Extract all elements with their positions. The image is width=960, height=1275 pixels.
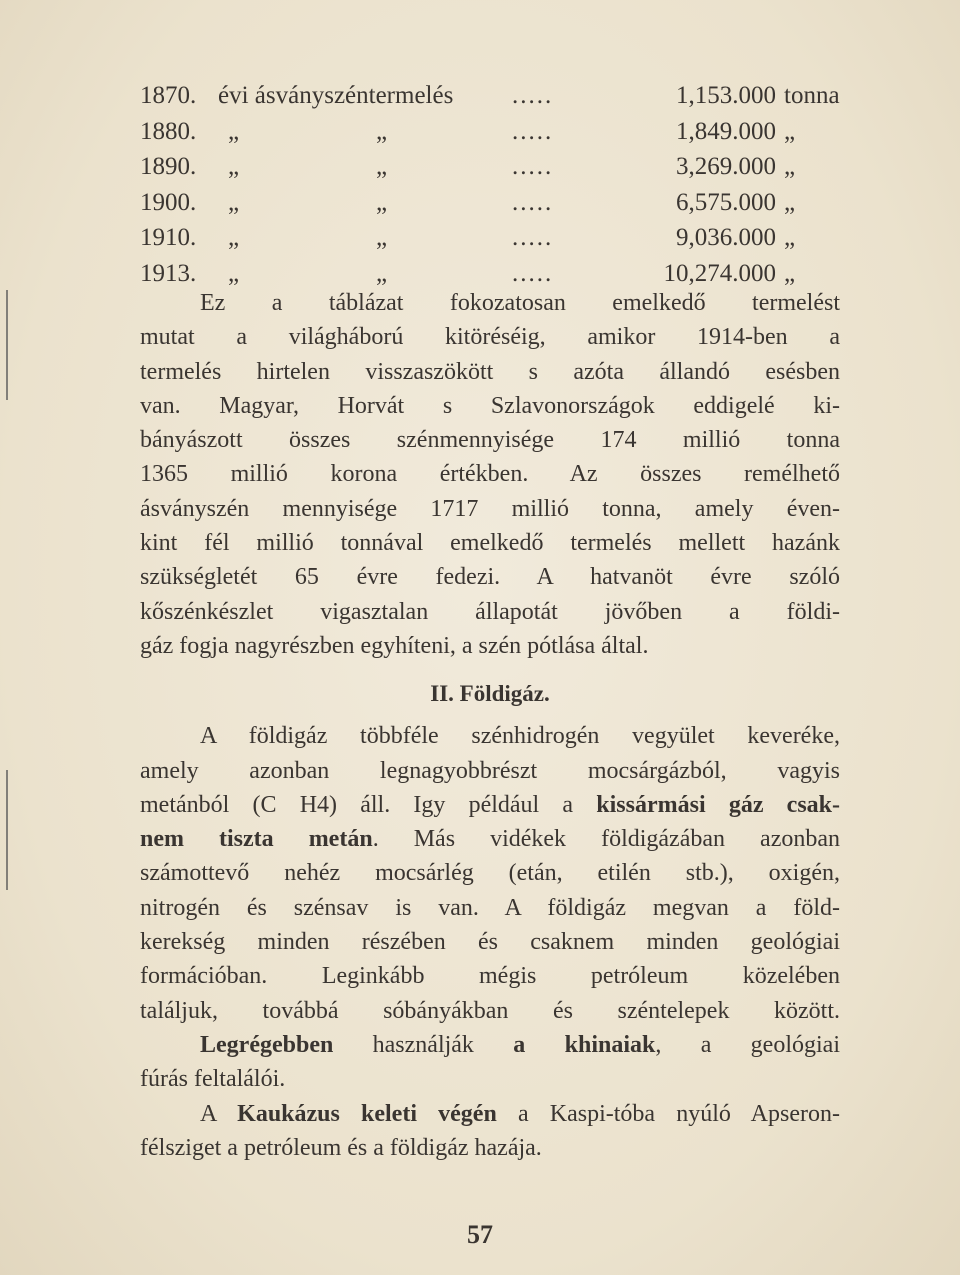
quantity: 6,575.000: [676, 188, 776, 216]
unit: tonna: [784, 82, 840, 109]
text-line: [140, 1028, 840, 1062]
edge-mark: [6, 290, 8, 400]
unit: „: [784, 224, 796, 251]
text-line: mutat a világháború kitöréséig, amikor 1914-ben a: [140, 324, 840, 351]
text-line: félsziget a petróleum és a földigáz hazája.: [140, 1134, 542, 1161]
text-line: termelés hirtelen visszaszökött s azóta állandó esésben: [140, 358, 840, 385]
leader-dots: .....: [512, 259, 554, 287]
unit: „: [784, 259, 796, 287]
text-span: metánból (C H4) áll. Igy például a: [140, 791, 597, 818]
text-line: találjuk, továbbá sóbányákban és széntelepek között.: [140, 997, 840, 1024]
ditto-mark: „: [228, 259, 240, 287]
quantity: 1,153.000: [676, 82, 776, 109]
leader-dots: .....: [512, 188, 554, 216]
emphasis: kissármási gáz csak-: [596, 791, 840, 818]
body-text: [140, 286, 840, 1165]
ditto-mark: „: [228, 117, 240, 145]
text-line: szükségletét 65 évre fedezi. A hatvanöt évre szóló: [140, 564, 840, 591]
year: 1900.: [140, 188, 197, 216]
text-line: gáz fogja nagyrészben egyhíteni, a szén pótlása által.: [140, 632, 649, 659]
leader-dots: .....: [512, 82, 554, 109]
emphasis: Kaukázus keleti végén: [237, 1100, 497, 1127]
page-number: 57: [467, 1220, 493, 1249]
text-line: ásványszén mennyisége 1717 millió tonna, amely éven-: [140, 495, 840, 522]
text-line: [140, 788, 840, 822]
leader-dots: .....: [512, 224, 554, 251]
table-row: [140, 149, 840, 185]
section-heading: II. Földigáz.: [430, 681, 550, 707]
table-row: [140, 114, 840, 150]
text-line: van. Magyar, Horvát s Szlavonországok eddigelé ki-: [140, 392, 840, 419]
ditto-mark: „: [228, 153, 240, 180]
text-span: A: [200, 1100, 238, 1127]
text-line: kőszénkészlet vigasztalan állapotát jövőben a földi-: [140, 598, 840, 625]
table-row: [140, 220, 840, 256]
edge-mark: [6, 770, 8, 890]
ditto-mark: „: [376, 117, 388, 145]
table-row: [140, 78, 840, 114]
text-span: a Kaspi-tóba nyúló Apseron-: [496, 1100, 840, 1127]
text-line: 1365 millió korona értékben. Az összes remélhető: [140, 461, 840, 488]
text-line: formációban. Leginkább mégis petróleum közelében: [140, 963, 840, 990]
unit: „: [784, 153, 796, 180]
text-line: nitrogén és szénsav is van. A földigáz megvan a föld-: [140, 894, 840, 921]
leader-dots: .....: [512, 153, 554, 180]
text-line: [140, 1097, 840, 1131]
ditto-mark: „: [228, 188, 240, 216]
emphasis: a khinaiak: [513, 1031, 656, 1058]
ditto-mark: „: [376, 224, 388, 251]
unit: „: [784, 188, 796, 216]
quantity: 3,269.000: [676, 153, 776, 180]
ditto-mark: „: [376, 153, 388, 180]
text-line: kint fél millió tonnával emelkedő termelés mellett hazánk: [140, 530, 840, 557]
text-line: Ez a táblázat fokozatosan emelkedő termelést: [200, 290, 840, 316]
year: 1880.: [140, 117, 197, 145]
row-label: évi ásványszéntermelés: [218, 82, 454, 109]
unit: „: [784, 117, 796, 145]
leader-dots: .....: [512, 117, 554, 145]
ditto-mark: „: [376, 188, 388, 216]
year: 1870.: [140, 82, 197, 109]
text-line: kerekség minden részében és csaknem minden geológiai: [140, 929, 840, 956]
year: 1910.: [140, 224, 197, 251]
text-line: fúrás feltalálói.: [140, 1066, 286, 1093]
text-line: A földigáz többféle szénhidrogén vegyület keveréke,: [200, 723, 840, 750]
quantity: 10,274.000: [663, 259, 776, 287]
year: 1913.: [140, 259, 197, 287]
year: 1890.: [140, 153, 197, 180]
ditto-mark: „: [228, 224, 240, 251]
table-row: [140, 185, 840, 221]
quantity: 1,849.000: [676, 117, 776, 145]
text-span: használják: [333, 1031, 514, 1058]
ditto-mark: „: [376, 259, 388, 287]
text-line: bányászott összes szénmennyisége 174 millió tonna: [140, 427, 840, 454]
text-line: amely azonban legnagyobbrészt mocsárgázból, vagyis: [140, 757, 840, 784]
text-line: számottevő nehéz mocsárlég (etán, etilén stb.), oxigén,: [140, 860, 840, 887]
quantity: 9,036.000: [676, 224, 776, 251]
production-table: [140, 78, 840, 291]
text-span: , a geológiai: [655, 1031, 840, 1058]
text-span: . Más vidékek földigázában azonban: [372, 826, 840, 853]
emphasis: Legrégebben: [200, 1031, 334, 1058]
emphasis: nem tiszta metán: [140, 826, 373, 853]
text-line: [140, 822, 840, 856]
